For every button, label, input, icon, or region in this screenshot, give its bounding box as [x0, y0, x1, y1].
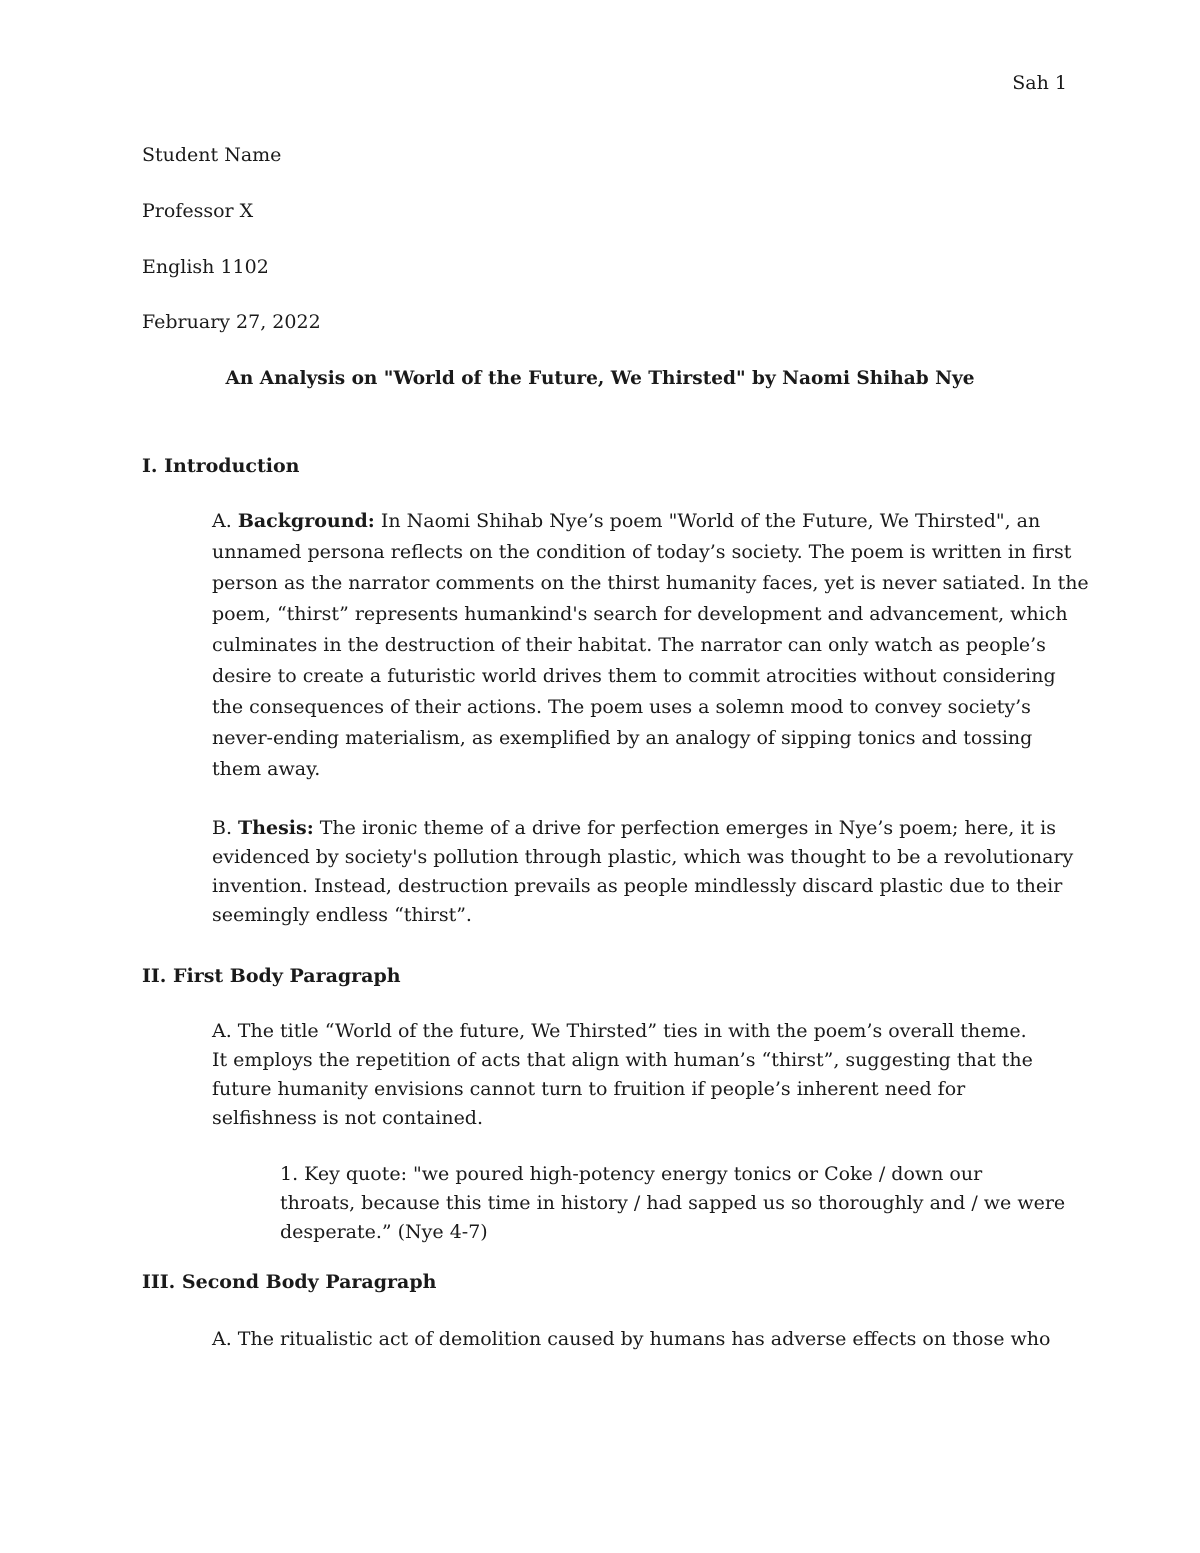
background-paragraph — [212, 506, 1089, 785]
background-line: never-ending materialism, as exemplified by an analogy of sipping tonics and tossing — [212, 727, 1033, 749]
point-line: It employs the repetition of acts that align with human’s “thirst”, suggesting that the — [212, 1049, 1033, 1071]
thesis-line: seemingly endless “thirst”. — [212, 904, 472, 926]
point-line: A. The title “World of the future, We Thirsted” ties in with the poem’s overall theme. — [212, 1020, 1027, 1042]
background-line: them away. — [212, 758, 321, 780]
quote-line: 1. Key quote: "we poured high-potency energy tonics or Coke / down our — [280, 1163, 983, 1185]
thesis-line: evidenced by society's pollution through plastic, which was thought to be a revolutionary — [212, 846, 1074, 868]
second-body-point-a — [212, 1324, 1050, 1355]
section-heading-first-body: II. First Body Paragraph — [142, 965, 401, 987]
background-line: person as the narrator comments on the thirst humanity faces, yet is never satiated. In the — [212, 572, 1089, 594]
thesis-label: Thesis: — [238, 817, 314, 839]
thesis-line — [212, 814, 1073, 843]
date: February 27, 2022 — [142, 311, 321, 333]
background-line: the consequences of their actions. The poem uses a solemn mood to convey society’s — [212, 696, 1031, 718]
professor-name: Professor X — [142, 200, 254, 222]
background-line: culminates in the destruction of their habitat. The narrator can only watch as people’s — [212, 634, 1046, 656]
background-line: unnamed persona reflects on the condition of today’s society. The poem is written in first — [212, 541, 1072, 563]
background-line: poem, “thirst” represents humankind's search for development and advancement, which — [212, 603, 1068, 625]
student-name: Student Name — [142, 144, 282, 166]
course-name: English 1102 — [142, 256, 269, 278]
thesis-prefix: B. — [212, 817, 239, 839]
point-line: A. The ritualistic act of demolition caused by humans has adverse effects on those who — [212, 1328, 1051, 1350]
background-line — [212, 506, 1089, 537]
quote-line: throats, because this time in history / had sapped us so thoroughly and / we were — [280, 1192, 1066, 1214]
first-body-point-a — [212, 1017, 1033, 1133]
page-number: Sah 1 — [1012, 72, 1067, 94]
section-heading-second-body: III. Second Body Paragraph — [142, 1271, 437, 1293]
thesis-line: invention. Instead, destruction prevails as people mindlessly discard plastic due to their — [212, 875, 1063, 897]
key-quote — [280, 1160, 1065, 1247]
quote-line: desperate.” (Nye 4-7) — [280, 1221, 488, 1243]
thesis-paragraph — [212, 814, 1073, 930]
point-line: selfishness is not contained. — [212, 1107, 484, 1129]
essay-title: An Analysis on "World of the Future, We Thirsted" by Naomi Shihab Nye — [225, 368, 975, 389]
thesis-text: The ironic theme of a drive for perfection emerges in Nye’s poem; here, it is — [313, 817, 1056, 839]
background-label: Background: — [237, 510, 375, 532]
section-heading-introduction: I. Introduction — [142, 455, 300, 477]
point-line: future humanity envisions cannot turn to fruition if people’s inherent need for — [212, 1078, 966, 1100]
background-prefix: A. — [212, 510, 238, 532]
background-line: desire to create a futuristic world drives them to commit atrocities without considering — [212, 665, 1056, 687]
background-text: In Naomi Shihab Nye’s poem "World of the Future, We Thirsted", an — [374, 510, 1041, 532]
